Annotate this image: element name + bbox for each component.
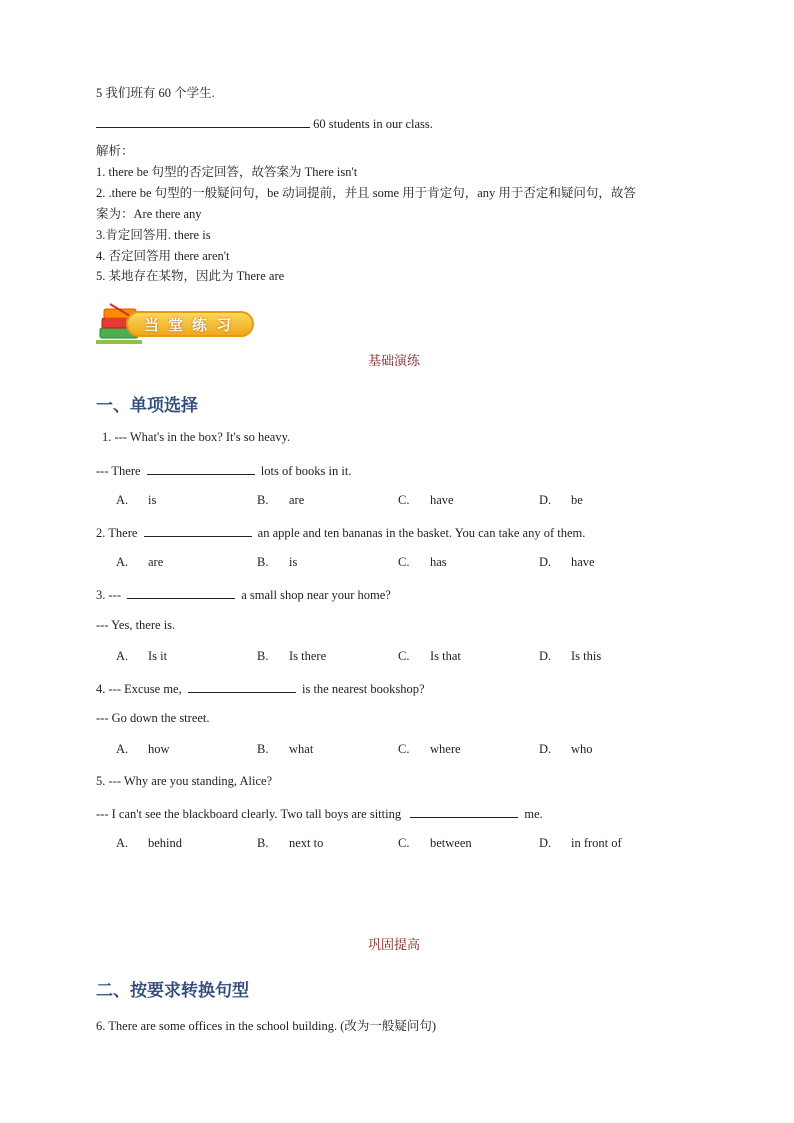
- practice-banner: [96, 300, 261, 346]
- section1-center-title: 基础演练: [368, 353, 421, 368]
- q5-option-c[interactable]: C. between: [398, 836, 472, 850]
- q3-line1-pre: 3. ---: [96, 588, 121, 602]
- q6-prompt: 6. There are some offices in the school building. (改为一般疑问句): [96, 1019, 437, 1033]
- analysis-line: 1. there be 句型的否定回答，故答案为 There isn't: [96, 165, 358, 179]
- q4-line2: --- Go down the street.: [96, 711, 210, 725]
- q5-line2: [96, 805, 543, 822]
- q3-line2: --- Yes, there is.: [96, 618, 176, 632]
- q3-option-a[interactable]: A. Is it: [116, 649, 168, 663]
- section2-heading: 二、按要求转换句型: [96, 981, 249, 1001]
- q4-option-c[interactable]: C. where: [398, 742, 461, 756]
- q2-line1-post: an apple and ten bananas in the basket. You can take any of them.: [257, 526, 586, 540]
- analysis-line: 2. .there be 句型的一般疑问句，be 动词提前，并且 some 用于肯定句，any 用于否定和疑问句，故答: [96, 186, 636, 200]
- analysis-line: 5. 某地存在某物，因此为 There are: [96, 269, 285, 283]
- q1-line1: 1. --- What's in the box? It's so heavy.: [102, 430, 291, 444]
- q5-answer-line: [96, 115, 433, 132]
- q3-option-d[interactable]: D. Is this: [539, 649, 602, 663]
- q5-option-d[interactable]: D. in front of: [539, 836, 622, 850]
- analysis-title: 解析：: [96, 144, 134, 158]
- q4-line1: [96, 680, 425, 697]
- q3-option-b[interactable]: B. Is there: [257, 649, 327, 663]
- q2-option-c[interactable]: C. has: [398, 555, 447, 569]
- q4-option-b[interactable]: B. what: [257, 742, 314, 756]
- q4-line1-post: is the nearest bookshop?: [301, 682, 425, 696]
- q2-option-b[interactable]: B. is: [257, 555, 298, 569]
- q5-line1: 5. --- Why are you standing, Alice?: [96, 774, 273, 788]
- q4-option-d[interactable]: D. who: [539, 742, 593, 756]
- q5-chinese-prompt: 5 我们班有 60 个学生.: [96, 86, 215, 100]
- q5-answer-suffix: 60 students in our class.: [313, 117, 433, 131]
- q2-option-d[interactable]: D. have: [539, 555, 595, 569]
- analysis-line: 案为：Are there any: [96, 207, 202, 221]
- section1-heading: 一、单项选择: [96, 396, 198, 416]
- q1-option-d[interactable]: D. be: [539, 493, 583, 507]
- q4-option-a[interactable]: A. how: [116, 742, 170, 756]
- q2-line1-pre: 2. There: [96, 526, 138, 540]
- answer-blank[interactable]: [147, 462, 255, 475]
- q5-option-b[interactable]: B. next to: [257, 836, 324, 850]
- q4-line1-pre: 4. --- Excuse me,: [96, 682, 182, 696]
- q1-option-c[interactable]: C. have: [398, 493, 454, 507]
- answer-blank[interactable]: [144, 524, 252, 537]
- q1-line2: [96, 462, 351, 479]
- q2-line1: [96, 524, 585, 541]
- analysis-line: 3.肯定回答用. there is: [96, 228, 211, 242]
- section2-center-title: 巩固提高: [368, 937, 421, 952]
- q5-option-a[interactable]: A. behind: [116, 836, 183, 850]
- q1-line2-pre: --- There: [96, 464, 141, 478]
- q3-line1: [96, 586, 391, 603]
- analysis-line: 4. 否定回答用 there aren't: [96, 249, 230, 263]
- answer-blank[interactable]: [127, 586, 235, 599]
- q5-line2-pre: --- I can't see the blackboard clearly. Two tall boys are sitting: [96, 807, 402, 821]
- q3-line1-post: a small shop near your home?: [241, 588, 391, 602]
- q5-line2-post: me.: [524, 807, 543, 821]
- q1-option-b[interactable]: B. are: [257, 493, 305, 507]
- q1-line2-post: lots of books in it.: [260, 464, 352, 478]
- banner-label: 当堂练习: [144, 316, 241, 334]
- answer-blank[interactable]: [188, 680, 296, 693]
- q3-option-c[interactable]: C. Is that: [398, 649, 461, 663]
- answer-blank[interactable]: [96, 115, 310, 128]
- answer-blank[interactable]: [410, 805, 518, 818]
- q2-option-a[interactable]: A. are: [116, 555, 164, 569]
- q1-option-a[interactable]: A. is: [116, 493, 157, 507]
